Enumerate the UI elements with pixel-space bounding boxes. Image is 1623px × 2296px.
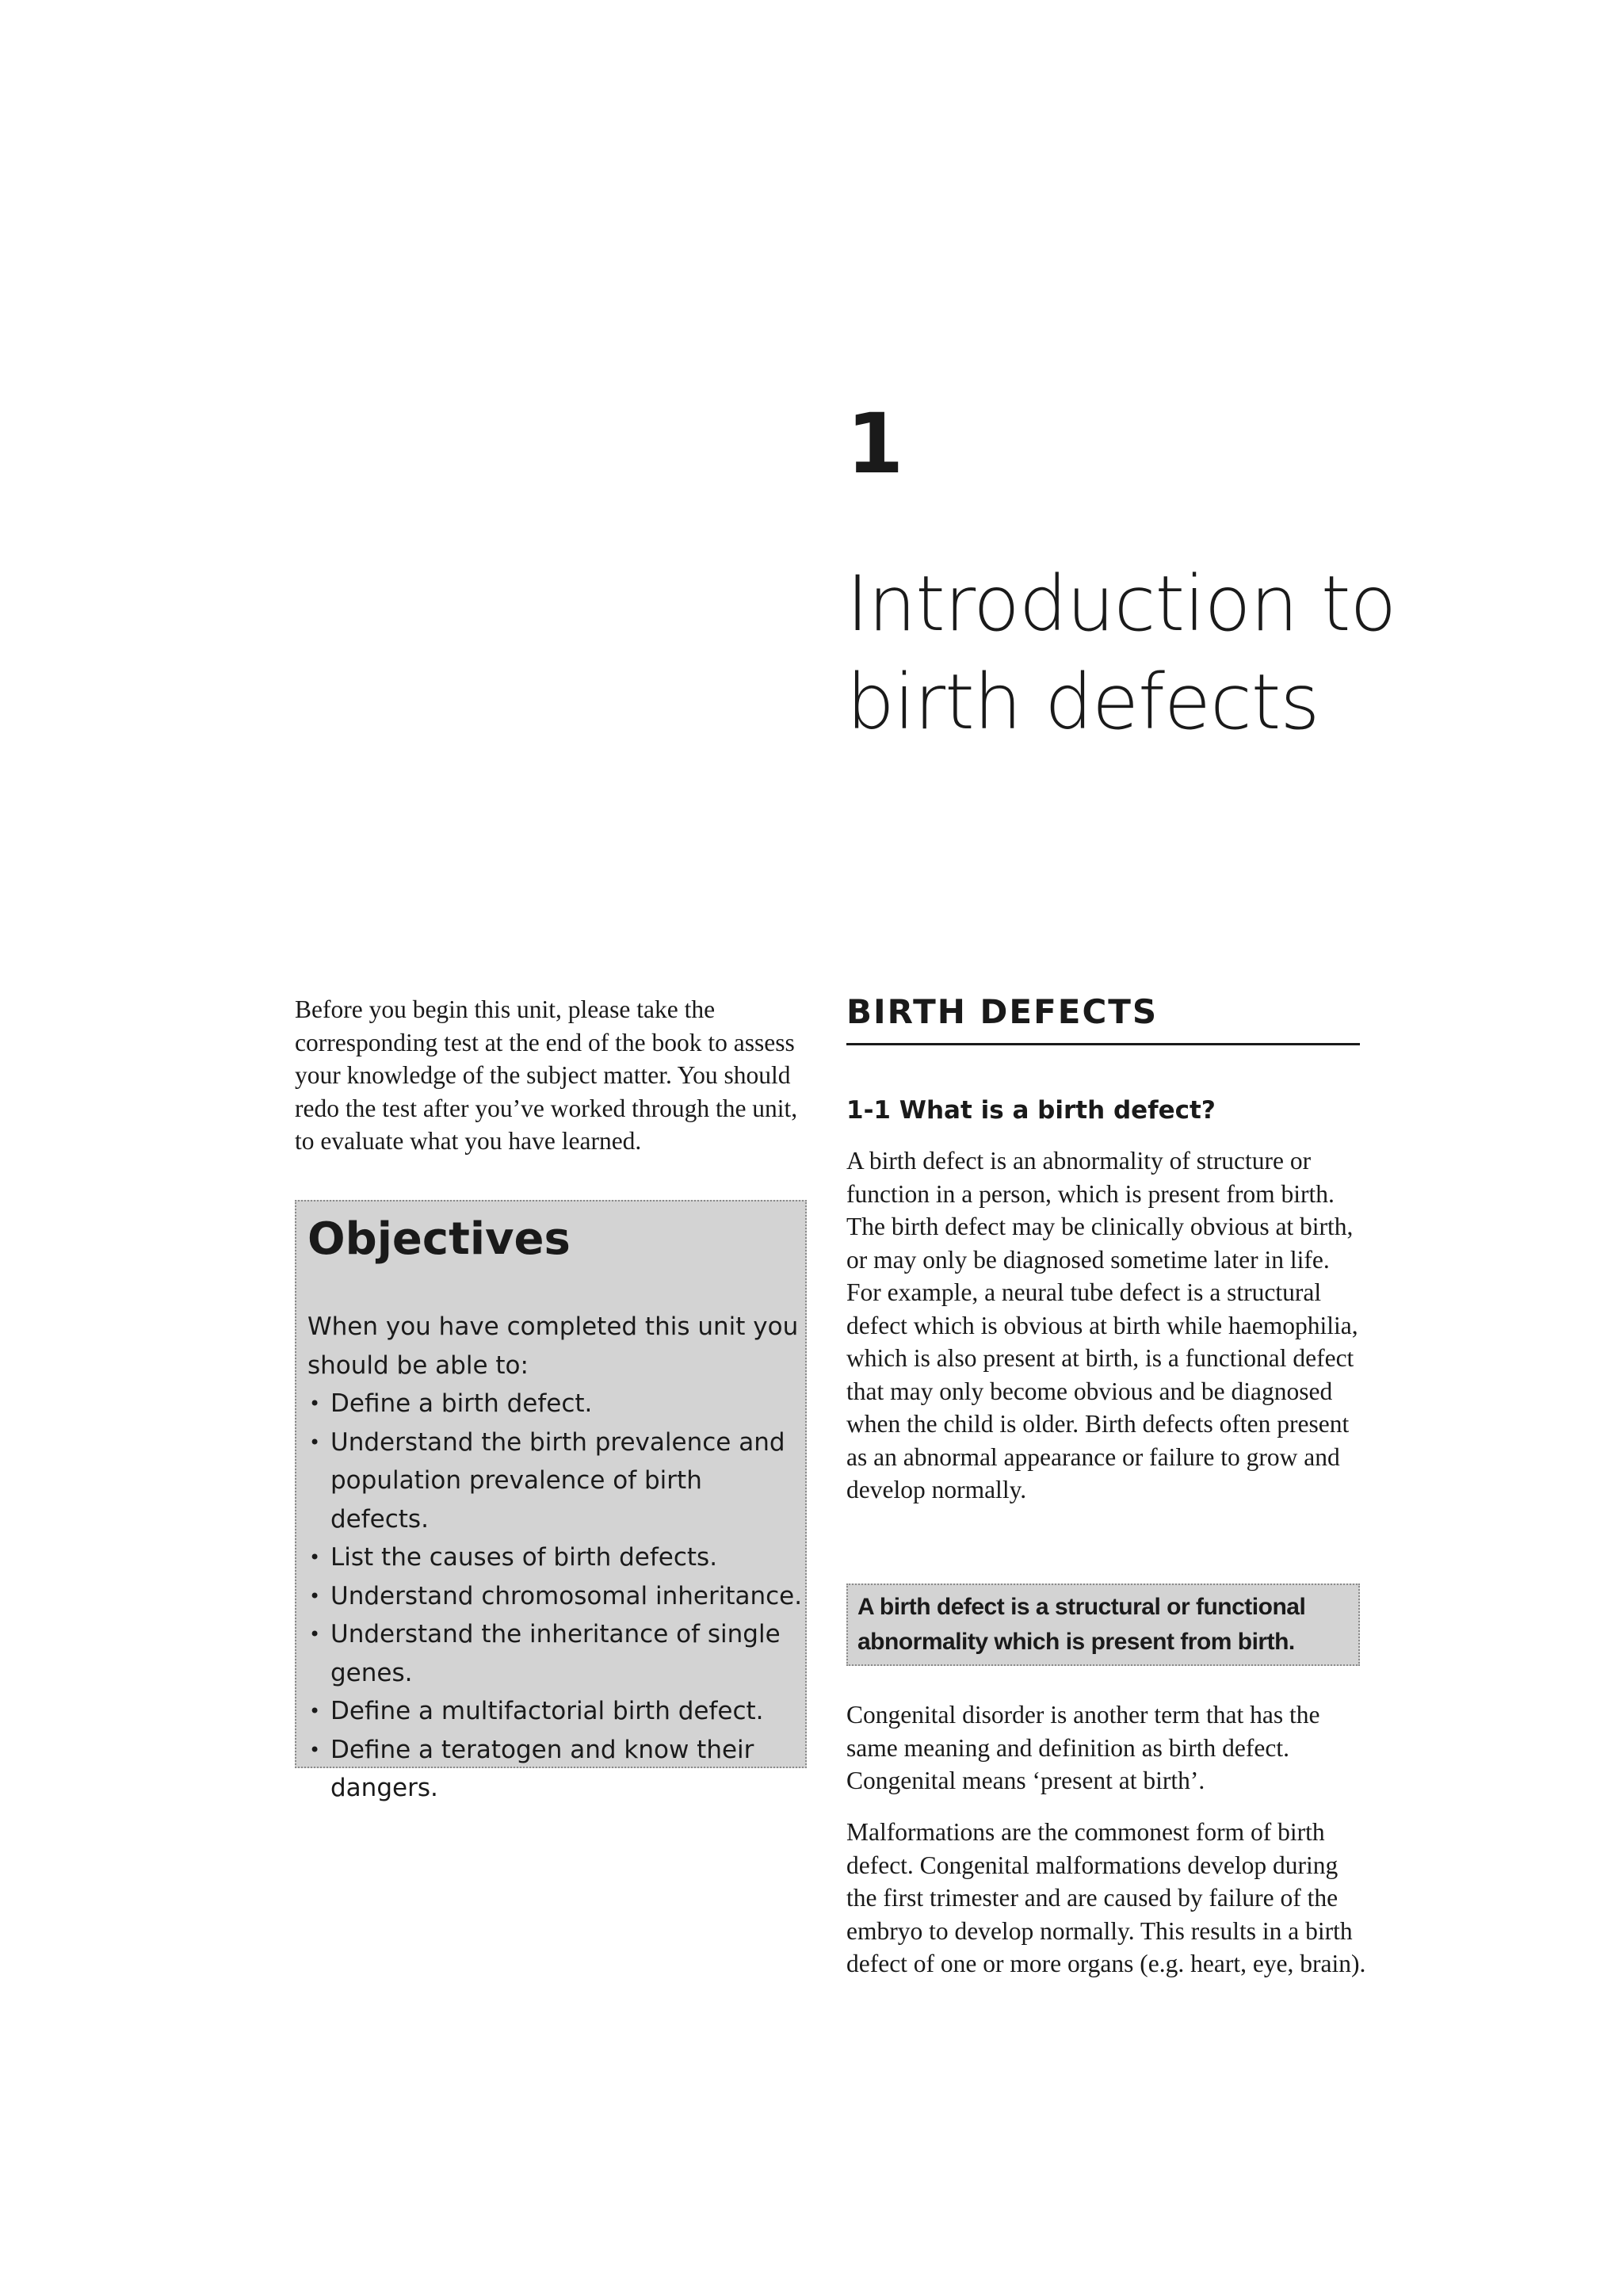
objective-item [307,1577,805,1616]
malformations-paragraph: Malformations are the commonest form of birth defect. Congenital malformations develop during the first trimester and are caused by failure of the embryo to develop normally. This results in a birth defect of one or more organs (e.g. heart, eye, brain). [846,1818,1366,1977]
objective-item [307,1385,805,1423]
objective-text: Understand the inheritance of single genes. [330,1620,781,1687]
definition-paragraph: A birth defect is an abnormality of structure or function in a person, which is present from birth. The birth defect may be clinically obvious at birth, or may only be diagnosed sometime later in life. For example, a neural tube defect is a structural defect which is obvious at birth while haemophilia, which is also present at birth, is a functional defect that may only become obvious and be diagnosed when the child is older. Birth defects often present as an abnormal appearance or failure to grow and develop normally. [846,1147,1358,1503]
objective-text: Define a teratogen and know their dangers. [330,1735,754,1802]
objective-item [307,1615,805,1692]
objective-item [307,1423,805,1539]
objective-text: Define a birth defect. [330,1389,593,1418]
objective-item [307,1692,805,1731]
bullet-icon: • [309,1623,321,1645]
bullet-icon: • [309,1392,321,1415]
objective-item [307,1538,805,1577]
objective-text: Define a multifactorial birth defect. [330,1697,764,1725]
objectives-list [307,1385,805,1808]
definition-column [846,1144,1369,1507]
objectives-box [295,1200,807,1802]
bullet-icon: • [309,1700,321,1722]
bullet-icon: • [309,1431,321,1454]
bullet-icon: • [309,1584,321,1607]
chapter-title: Introduction to birth defects [846,560,1396,747]
objective-item [307,1731,805,1808]
bullet-icon: • [309,1738,321,1761]
objective-text: Understand chromosomal inheritance. [330,1581,803,1610]
congenital-paragraph: Congenital disorder is another term that has the same meaning and definition as birth defect. Congenital means ‘present at birth’. [846,1701,1320,1794]
key-point-callout: A birth defect is a structural or functional abnormality which is present from birth. [846,1584,1360,1666]
objective-text: List the causes of birth defects. [330,1543,718,1572]
chapter-number: 1 [846,395,904,492]
section-heading: BIRTH DEFECTS [846,995,1360,1045]
objectives-heading: Objectives [307,1213,571,1265]
bullet-icon: • [309,1546,321,1568]
objectives-intro: When you have completed this unit you should be able to: [307,1312,799,1380]
objective-text: Understand the birth prevalence and population prevalence of birth defects. [330,1427,785,1534]
subsection-heading: 1-1 What is a birth defect? [846,1096,1216,1125]
intro-paragraph: Before you begin this unit, please take the corresponding test at the end of the book to assess your knowledge of the subject matter. You should redo the test after you’ve worked through the unit, to evaluate what you have learned. [295,995,798,1155]
